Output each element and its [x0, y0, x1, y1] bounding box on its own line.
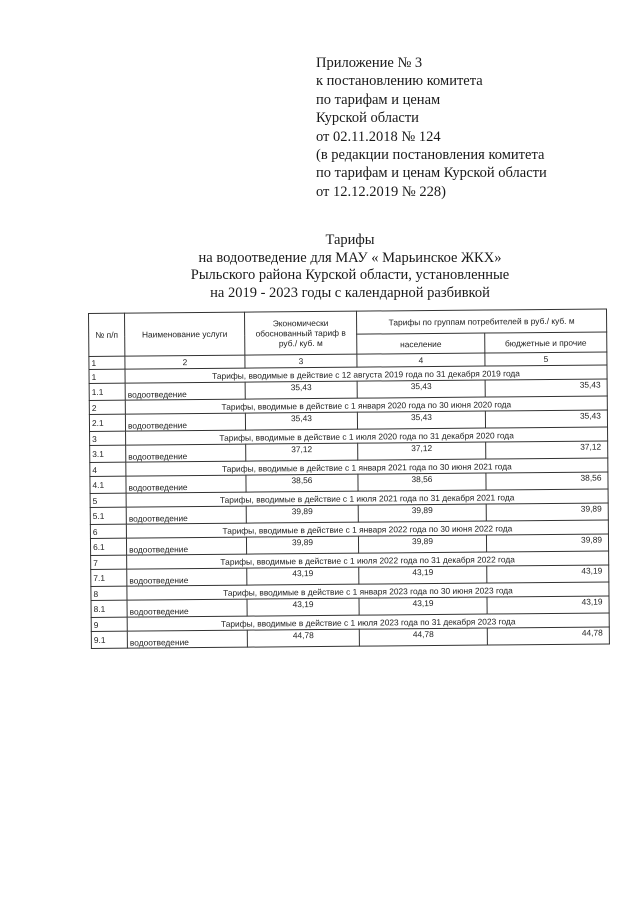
- budget-tariff: 35,43: [485, 410, 607, 428]
- economic-tariff: 37,12: [246, 443, 358, 461]
- appendix-line: Приложение № 3: [316, 55, 423, 71]
- economic-tariff: 35,43: [245, 381, 357, 399]
- title-line: Рыльского района Курской области, установленные: [190, 267, 510, 284]
- population-tariff: 43,19: [359, 566, 487, 584]
- period-description: Тарифы, вводимые в действие с 1 июля 2020 года по 31 декабря 2020 года: [126, 427, 608, 445]
- document-title: [130, 232, 570, 302]
- period-description: Тарифы, вводимые в действие с 1 января 2023 года по 30 июня 2023 года: [127, 582, 609, 600]
- header-budget: бюджетные и прочие: [485, 332, 607, 353]
- period-number: 3: [90, 431, 126, 445]
- title-line: на 2019 - 2023 годы с календарной разбивкой: [210, 284, 490, 301]
- tariff-row: [91, 627, 609, 649]
- header-economic: Экономически обоснованный тариф в руб./ куб. м: [244, 311, 356, 355]
- population-tariff: 35,43: [357, 411, 485, 429]
- period-description: Тарифы, вводимые в действие с 1 января 2021 года по 30 июня 2021 года: [126, 458, 608, 476]
- period-number: 1: [89, 369, 125, 383]
- period-description: Тарифы, вводимые в действие с 1 июля 2023 года по 31 декабря 2023 года: [127, 613, 609, 631]
- appendix-line: (в редакции постановления комитета: [316, 147, 545, 164]
- economic-tariff: 43,19: [247, 567, 359, 585]
- population-tariff: 39,89: [358, 535, 486, 553]
- budget-tariff: 43,19: [487, 565, 609, 583]
- period-number: 2: [89, 400, 125, 414]
- header-groups: Тарифы по группам потребителей в руб./ куб. м: [356, 309, 606, 334]
- appendix-line: Курской области: [316, 110, 419, 127]
- budget-tariff: 43,19: [487, 596, 609, 614]
- period-number: 9: [91, 617, 127, 631]
- service-name: водоотведение: [125, 382, 245, 400]
- budget-tariff: 39,89: [486, 534, 608, 552]
- header-service: Наименование услуги: [125, 312, 245, 356]
- column-number: 4: [357, 353, 485, 367]
- tariff-table-wrapper: [88, 308, 609, 649]
- item-number: 6.1: [90, 538, 126, 555]
- budget-tariff: 37,12: [486, 441, 608, 459]
- item-number: 5.1: [90, 507, 126, 524]
- period-number: 5: [90, 493, 126, 507]
- period-number: 6: [90, 524, 126, 538]
- appendix-block: [316, 54, 616, 201]
- appendix-line: по тарифам и ценам: [316, 91, 441, 108]
- service-name: водоотведение: [126, 537, 246, 555]
- period-description: Тарифы, вводимые в действие с 1 июля 2021 года по 31 декабря 2021 года: [126, 489, 608, 507]
- service-name: водоотведение: [126, 444, 246, 462]
- population-tariff: 43,19: [359, 597, 487, 615]
- item-number: 9.1: [91, 631, 127, 648]
- tariff-table: [88, 308, 610, 649]
- item-number: 2.1: [89, 414, 125, 431]
- service-name: водоотведение: [126, 475, 246, 493]
- population-tariff: 44,78: [359, 628, 487, 646]
- service-name: водоотведение: [127, 568, 247, 586]
- economic-tariff: 39,89: [246, 505, 358, 523]
- appendix-line: к постановлению комитета: [316, 73, 483, 90]
- population-tariff: 37,12: [358, 442, 486, 460]
- period-description: Тарифы, вводимые в действие с 1 января 2022 года по 30 июня 2022 года: [126, 520, 608, 538]
- column-number: 5: [485, 352, 607, 366]
- budget-tariff: 39,89: [486, 503, 608, 521]
- economic-tariff: 35,43: [245, 412, 357, 430]
- service-name: водоотведение: [127, 599, 247, 617]
- header-population: население: [357, 333, 485, 354]
- column-number: 2: [125, 355, 245, 369]
- period-number: 7: [91, 555, 127, 569]
- period-number: 8: [91, 586, 127, 600]
- item-number: 4.1: [90, 476, 126, 493]
- service-name: водоотведение: [126, 506, 246, 524]
- appendix-line: от 02.11.2018 № 124: [316, 128, 441, 145]
- period-description: Тарифы, вводимые в действие с 1 января 2020 года по 30 июня 2020 года: [125, 396, 607, 414]
- budget-tariff: 44,78: [487, 627, 609, 645]
- column-number: 1: [89, 356, 125, 369]
- header-num: № п/п: [89, 313, 125, 356]
- economic-tariff: 44,78: [247, 629, 359, 647]
- period-number: 4: [90, 462, 126, 476]
- period-description: Тарифы, вводимые в действие с 1 июля 2022 года по 31 декабря 2022 года: [127, 551, 609, 569]
- population-tariff: 38,56: [358, 473, 486, 491]
- economic-tariff: 38,56: [246, 474, 358, 492]
- budget-tariff: 38,56: [486, 472, 608, 490]
- service-name: водоотведение: [125, 413, 245, 431]
- economic-tariff: 39,89: [246, 536, 358, 554]
- service-name: водоотведение: [127, 630, 247, 648]
- population-tariff: 35,43: [357, 380, 485, 398]
- economic-tariff: 43,19: [247, 598, 359, 616]
- budget-tariff: 35,43: [485, 379, 607, 397]
- item-number: 7.1: [91, 569, 127, 586]
- title-line: на водоотведение для МАУ « Марьинское ЖКХ»: [198, 249, 502, 266]
- item-number: 3.1: [90, 445, 126, 462]
- title-line: Тарифы: [325, 232, 375, 248]
- appendix-line: по тарифам и ценам Курской области: [316, 165, 547, 182]
- appendix-line: от 12.12.2019 № 228): [316, 183, 446, 200]
- population-tariff: 39,89: [358, 504, 486, 522]
- item-number: 8.1: [91, 600, 127, 617]
- item-number: 1.1: [89, 383, 125, 400]
- period-description: Тарифы, вводимые в действие с 12 августа 2019 года по 31 декабря 2019 года: [125, 365, 607, 383]
- column-number: 3: [245, 354, 357, 368]
